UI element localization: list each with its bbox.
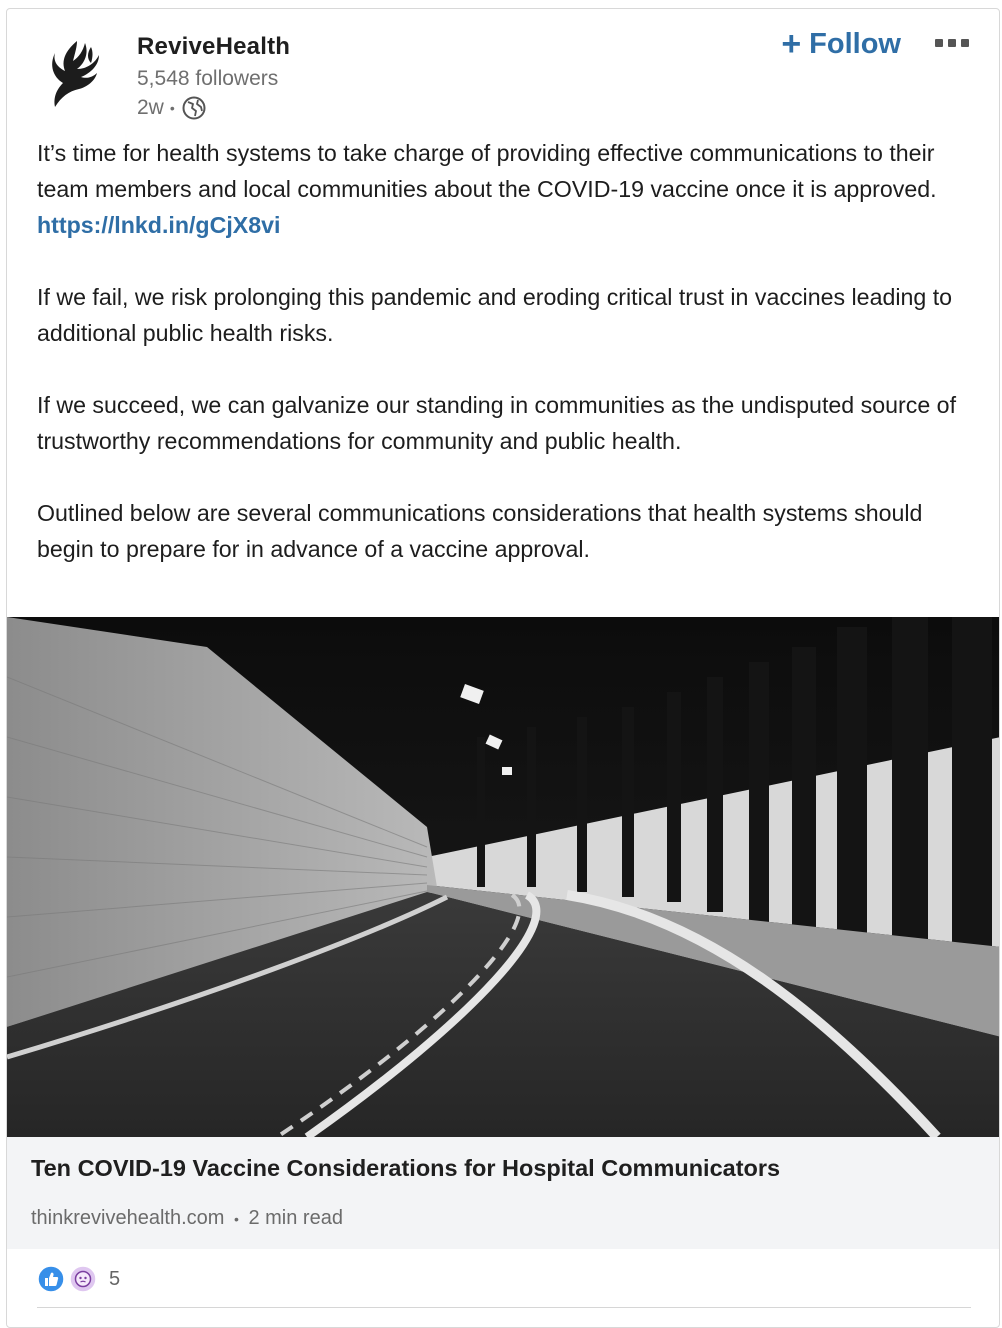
article-read-time: 2 min read xyxy=(248,1207,343,1229)
post-meta xyxy=(137,95,207,121)
post-body xyxy=(37,135,982,603)
company-name[interactable]: ReviveHealth xyxy=(137,33,291,60)
follow-button[interactable] xyxy=(781,27,901,61)
reactions-summary[interactable] xyxy=(37,1265,120,1293)
plus-icon: + xyxy=(781,25,802,63)
reaction-count: 5 xyxy=(109,1267,121,1290)
article-meta xyxy=(31,1207,343,1230)
like-icon xyxy=(37,1265,65,1293)
meta-separator: • xyxy=(234,1211,239,1227)
globe-icon xyxy=(181,95,207,121)
article-source: thinkrevivehealth.com xyxy=(31,1207,225,1229)
paragraph-text: It’s time for health systems to take charge of providing effective communications to their team members and local communities about the COVID-19 vaccine once it is approved. xyxy=(37,140,937,202)
post-paragraph: If we fail, we risk prolonging this pandemic and eroding critical trust in vaccines leading to additional public health risks. xyxy=(37,284,953,346)
post-header xyxy=(7,9,999,129)
meta-separator: • xyxy=(169,100,175,116)
curious-icon xyxy=(69,1265,97,1293)
post-paragraph xyxy=(37,135,982,243)
follower-count: 5,548 followers xyxy=(137,67,279,90)
article-link-card[interactable] xyxy=(7,1137,1000,1249)
article-image-tunnel[interactable] xyxy=(7,617,1000,1137)
post-paragraph: Outlined below are several communications considerations that health systems should begin to prepare for in advance of a vaccine approval. xyxy=(37,500,923,562)
revivehealth-logo[interactable] xyxy=(47,37,111,109)
follow-label: Follow xyxy=(809,27,901,60)
more-options-icon[interactable] xyxy=(935,39,969,47)
article-title[interactable]: Ten COVID-19 Vaccine Considerations for Hospital Communicators xyxy=(31,1155,781,1181)
post-card xyxy=(6,8,1000,1328)
post-timestamp: 2w xyxy=(137,96,164,119)
post-paragraph: If we succeed, we can galvanize our standing in communities as the undisputed source of trustworthy recommendations for community and public health. xyxy=(37,392,957,454)
post-link[interactable]: https://lnkd.in/gCjX8vi xyxy=(37,212,281,238)
divider xyxy=(37,1307,971,1308)
